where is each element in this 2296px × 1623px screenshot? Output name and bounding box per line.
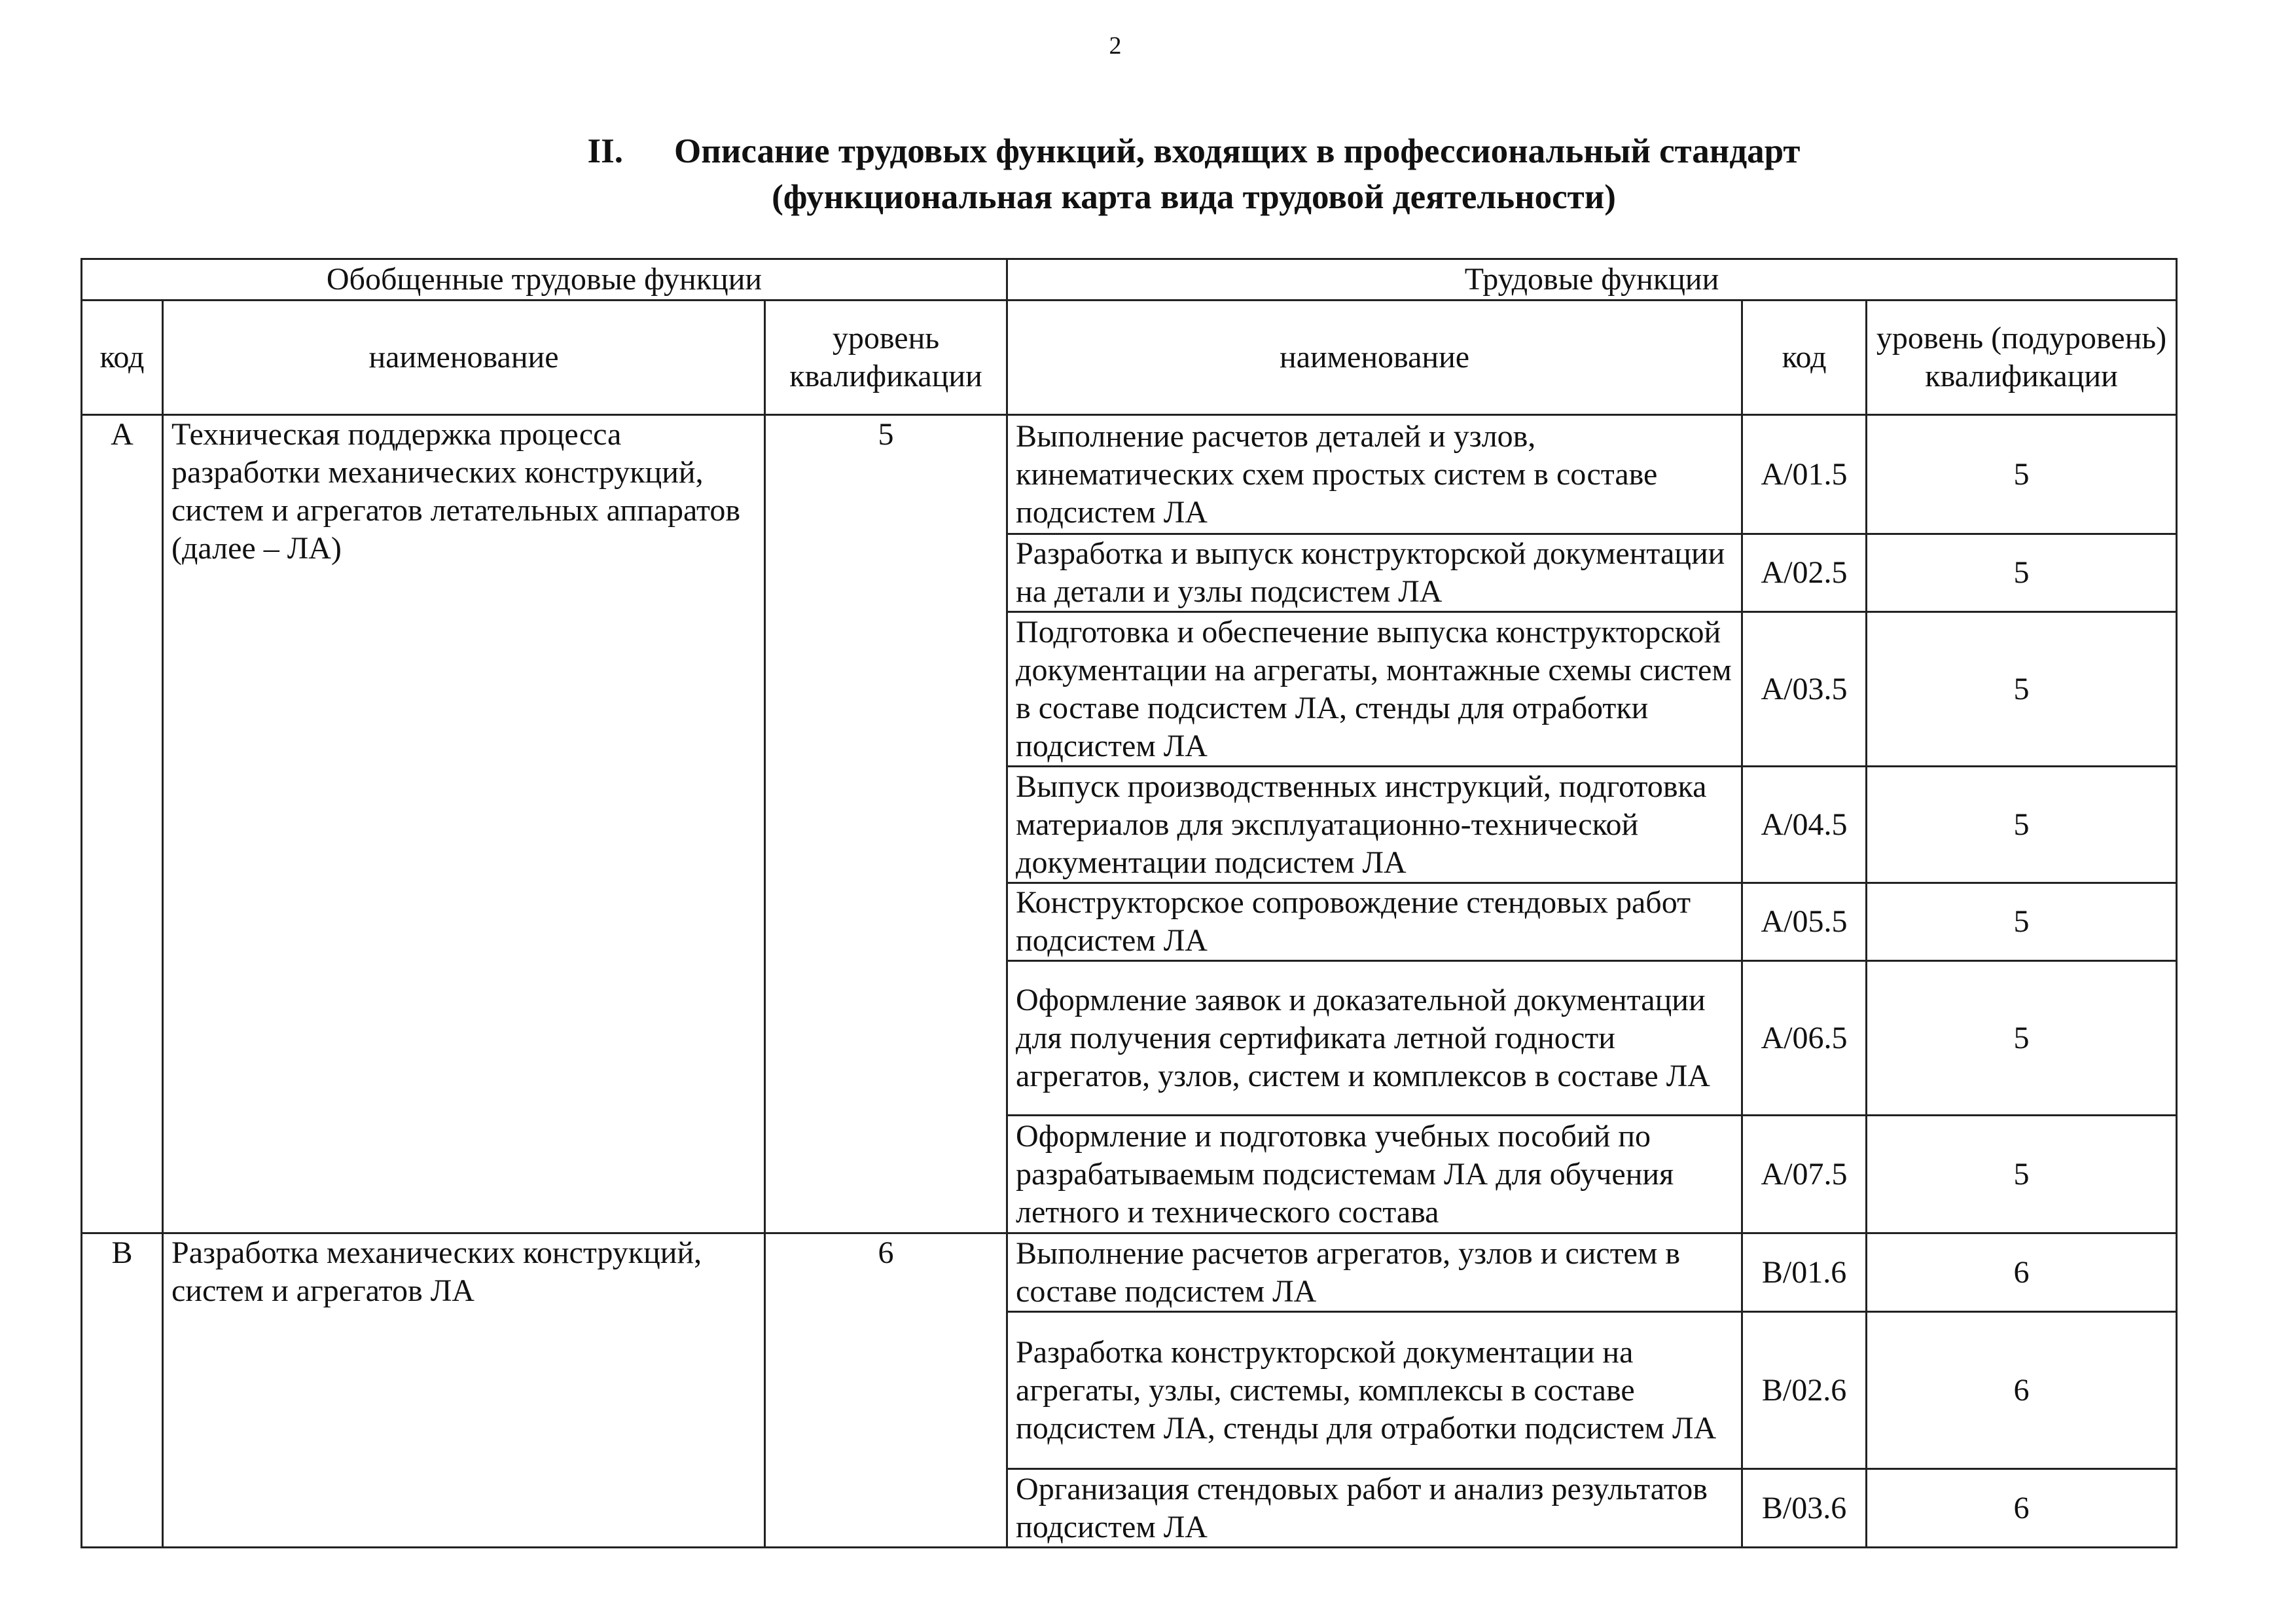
col-header-gen-code: код xyxy=(82,301,163,415)
tf-level-cell: 5 xyxy=(1867,534,2177,612)
col-header-gen-name: наименование xyxy=(163,301,765,415)
tf-level-cell: 5 xyxy=(1867,883,2177,961)
tf-code-cell: A/07.5 xyxy=(1742,1116,1867,1233)
tf-name-cell: Разработка конструкторской документации на агрегаты, узлы, системы, комплексы в составе подсистем ЛА, стенды для отработки подсистем ЛА xyxy=(1007,1312,1742,1469)
tf-name-cell: Подготовка и обеспечение выпуска конструкторской документации на агрегаты, монтажные схемы систем в составе подсистем ЛА, стенды для отработки подсистем ЛА xyxy=(1007,612,1742,767)
group-header-row xyxy=(82,259,2177,301)
heading-line-1 xyxy=(46,128,2296,174)
tf-name-cell: Оформление заявок и доказательной документации для получения сертификата летной годности агрегатов, узлов, систем и комплексов в составе ЛА xyxy=(1007,961,1742,1116)
page-number: 2 xyxy=(1109,32,1122,60)
tf-level-cell: 5 xyxy=(1867,767,2177,883)
tf-code-cell: A/05.5 xyxy=(1742,883,1867,961)
column-header-row xyxy=(82,301,2177,415)
section-number: II. xyxy=(587,132,624,170)
tf-name-cell: Организация стендовых работ и анализ результатов подсистем ЛА xyxy=(1007,1469,1742,1548)
tf-level-cell: 5 xyxy=(1867,1116,2177,1233)
heading-title: Описание трудовых функций, входящих в профессиональный стандарт xyxy=(674,132,1801,170)
tf-name-cell: Конструкторское сопровождение стендовых работ подсистем ЛА xyxy=(1007,883,1742,961)
tf-code-cell: B/01.6 xyxy=(1742,1233,1867,1312)
tf-name-cell: Выполнение расчетов агрегатов, узлов и систем в составе подсистем ЛА xyxy=(1007,1233,1742,1312)
tf-name-cell: Выполнение расчетов деталей и узлов, кинематических схем простых систем в составе подсистем ЛА xyxy=(1007,415,1742,534)
tf-level-cell: 6 xyxy=(1867,1469,2177,1548)
col-header-gen-level: уровень квалификации xyxy=(765,301,1007,415)
tf-level-cell: 5 xyxy=(1867,415,2177,534)
header-generalized-functions: Обобщенные трудовые функции xyxy=(82,259,1007,301)
tf-name-cell: Оформление и подготовка учебных пособий по разрабатываемым подсистемам ЛА для обучения летного и технического состава xyxy=(1007,1116,1742,1233)
gen-level-cell: 5 xyxy=(765,415,1007,1233)
gen-code-cell: B xyxy=(82,1233,163,1548)
gen-level-cell: 6 xyxy=(765,1233,1007,1548)
heading-line-2: (функциональная карта вида трудовой деятельности) xyxy=(772,178,1616,216)
tf-code-cell: A/04.5 xyxy=(1742,767,1867,883)
col-header-tf-code: код xyxy=(1742,301,1867,415)
tf-code-cell: B/02.6 xyxy=(1742,1312,1867,1469)
tf-code-cell: A/01.5 xyxy=(1742,415,1867,534)
section-heading xyxy=(0,128,2296,220)
tf-code-cell: A/03.5 xyxy=(1742,612,1867,767)
tf-code-cell: A/06.5 xyxy=(1742,961,1867,1116)
gen-name-cell: Техническая поддержка процесса разработки механических конструкций, систем и агрегатов летательных аппаратов (далее – ЛА) xyxy=(163,415,765,1233)
functional-map-table xyxy=(81,258,2178,1548)
gen-code-cell: A xyxy=(82,415,163,1233)
tf-level-cell: 6 xyxy=(1867,1312,2177,1469)
tf-name-cell: Разработка и выпуск конструкторской документации на детали и узлы подсистем ЛА xyxy=(1007,534,1742,612)
tf-code-cell: A/02.5 xyxy=(1742,534,1867,612)
header-labor-functions: Трудовые функции xyxy=(1007,259,2177,301)
gen-name-cell: Разработка механических конструкций, систем и агрегатов ЛА xyxy=(163,1233,765,1548)
tf-level-cell: 6 xyxy=(1867,1233,2177,1312)
tf-level-cell: 5 xyxy=(1867,961,2177,1116)
tf-code-cell: B/03.6 xyxy=(1742,1469,1867,1548)
table-row xyxy=(82,1233,2177,1312)
col-header-tf-level: уровень (подуровень) квалификации xyxy=(1867,301,2177,415)
tf-name-cell: Выпуск производственных инструкций, подготовка материалов для эксплуатационно-технической документации подсистем ЛА xyxy=(1007,767,1742,883)
tf-level-cell: 5 xyxy=(1867,612,2177,767)
table-row xyxy=(82,415,2177,534)
col-header-tf-name: наименование xyxy=(1007,301,1742,415)
